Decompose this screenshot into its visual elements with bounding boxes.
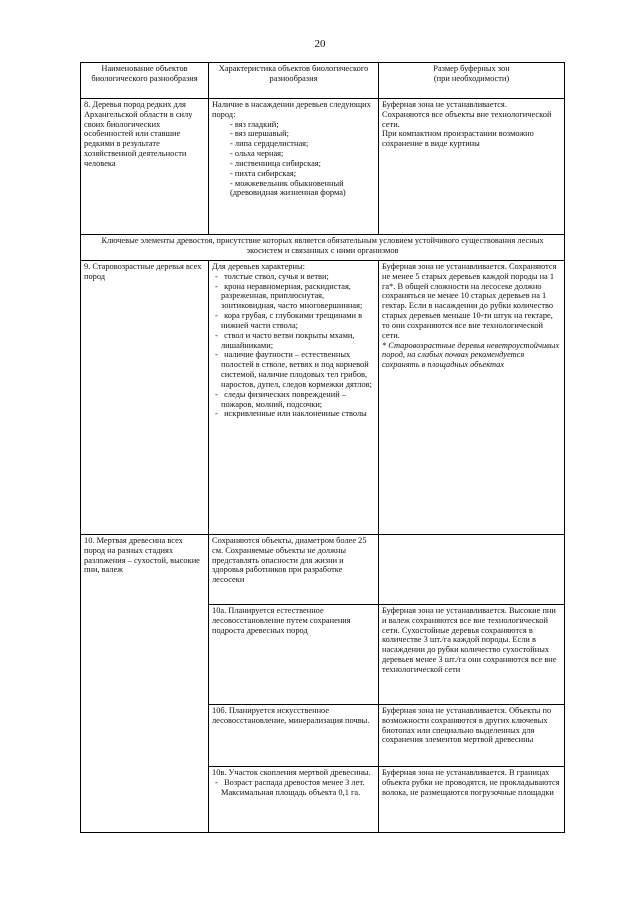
row10a-buffer: Буферная зона не устанавливается. Высокие пни и валеж сохраняются все вне технологической сети. Сухостойные деревья сохраняются в количестве 3 шт./га каждой породы. Если в насаждении до рубки количество сухостойных деревьев менее 3 шт./га они сохраняются все вне технологической сети xyxy=(379,605,565,705)
row8-buffer-line: При компактном произрастании возможно сохранение в виде куртины xyxy=(382,129,534,149)
table-row-8 xyxy=(81,99,565,235)
feature-item: - наличие фаутности – естественных полостей в стволе, ветвях и под корневой системой, наличие плодовых тел грибов, наростов, дупел, следов кормежки дятлов; xyxy=(215,350,372,389)
section-title-row xyxy=(81,235,565,261)
row10-general-buffer xyxy=(379,535,565,605)
feature-item: - искривленные или наклоненные стволы xyxy=(215,409,367,419)
feature-item: - следы физических повреждений – пожаров, молний, подсочки; xyxy=(215,389,346,409)
species-item: - вяз гладкий; xyxy=(230,119,279,129)
row10b-buffer: Буферная зона не устанавливается. Объекты по возможности сохраняются в других ключевых биотопах или специально выделенных для сохранения элементов мертвой древесины xyxy=(379,705,565,767)
row9-characteristic xyxy=(209,261,379,535)
row9-buffer xyxy=(379,261,565,535)
species-item: - можжевельник обыкновенный (древовидная жизненная форма) xyxy=(230,178,346,198)
row8-name: 8. Деревья пород редких для Архангельской области в силу своих биологических особенностей или ставшие редкими в результате хозяйственной деятельности человека xyxy=(81,99,209,235)
header-col-characteristic: Характеристика объектов биологического разнообразия xyxy=(209,63,379,99)
table-row-9 xyxy=(81,261,565,535)
row10c-item: - Возраст распада древостоя менее 3 лет. Максимальная площадь объекта 0,1 га. xyxy=(215,777,365,797)
species-item: - вяз шершавый; xyxy=(230,129,289,139)
feature-item: - толстые ствол, сучья и ветви; xyxy=(215,271,329,281)
row10c-title: 10в. Участок скопления мертвой древесины. xyxy=(212,768,371,777)
table-header-row xyxy=(81,63,565,99)
header-col-buffer-line1: Размер буферных зон xyxy=(433,64,510,73)
row10b-characteristic: 10б. Планируется искусственное лесовосстановление, минерализация почвы. xyxy=(209,705,379,767)
row10-general: Сохраняются объекты, диаметром более 25 см. Сохраняемые объекты не должны представлять опасности для жизни и здоровья работников при разработке лесосеки xyxy=(209,535,379,605)
row8-characteristic xyxy=(209,99,379,235)
feature-item: - крона неравномерная, раскидистая, разреженная, приплюснутая, зонтиковидная, часто многовершинная; xyxy=(215,281,363,311)
row10c-characteristic xyxy=(209,767,379,833)
row8-buffer xyxy=(379,99,565,235)
species-item: - липа сердцелистная; xyxy=(230,139,309,149)
row10c-buffer: Буферная зона не устанавливается. В границах объекта рубки не проводятся, не прокладываются волока, не размещаются погрузочные площадки xyxy=(379,767,565,833)
row8-char-intro: Наличие в насаждении деревьев следующих пород: xyxy=(212,100,371,119)
section-title: Ключевые элементы древостоя, присутствие которых является обязательным условием устойчивого существования лесных экосистем и связанных с ними организмов xyxy=(81,235,565,261)
table-row-10 xyxy=(81,535,565,605)
species-item: - пихта сибирская; xyxy=(230,168,297,178)
header-col-name: Наименование объектов биологического разнообразия xyxy=(81,63,209,99)
feature-item: - кора грубая, с глубокими трещинами в нижней части ствола; xyxy=(215,311,363,330)
header-col-buffer-line2: (при необходимости) xyxy=(433,73,510,83)
species-item: - лиственница сибирская; xyxy=(230,158,321,168)
header-col-buffer xyxy=(379,63,565,99)
biodiversity-table xyxy=(80,62,565,833)
row8-buffer-line: Сохраняются все объекты вне технологической сети. xyxy=(382,109,552,129)
row9-footnote: * Старовозрастные деревья неветроустойчивых пород, на слабых почвах рекомендуется сохранять в площадных объектах xyxy=(382,340,560,370)
row9-buffer-text: Буферная зона не устанавливается. Сохраняются не менее 5 старых деревьев каждой породы на 1 га*. В общей сложности на лесосеке должно сохраняться не менее 10 старых деревьев на 1 гектар. Если в насаждении до рубки количество старых деревьев меньше 10-ти штук на гектаре, то они сохраняются все вне технологической сети. xyxy=(382,262,557,340)
row9-name: 9. Старовозрастные деревья всех пород xyxy=(81,261,209,535)
row10a-characteristic: 10а. Планируется естественное лесовосстановление путем сохранения подроста древесных пород xyxy=(209,605,379,705)
feature-item: - ствол и часто ветви покрыты мхами, лишайниками; xyxy=(215,330,355,350)
row8-buffer-line: Буферная зона не устанавливается. xyxy=(382,100,507,109)
species-item: - ольха черная; xyxy=(230,149,284,159)
row9-char-intro: Для деревьев характерны: xyxy=(212,262,305,271)
page-number: 20 xyxy=(314,38,326,50)
row10-name: 10. Мертвая древесина всех пород на разных стадиях разложения – сухостой, высокие пни, валеж xyxy=(81,535,209,833)
